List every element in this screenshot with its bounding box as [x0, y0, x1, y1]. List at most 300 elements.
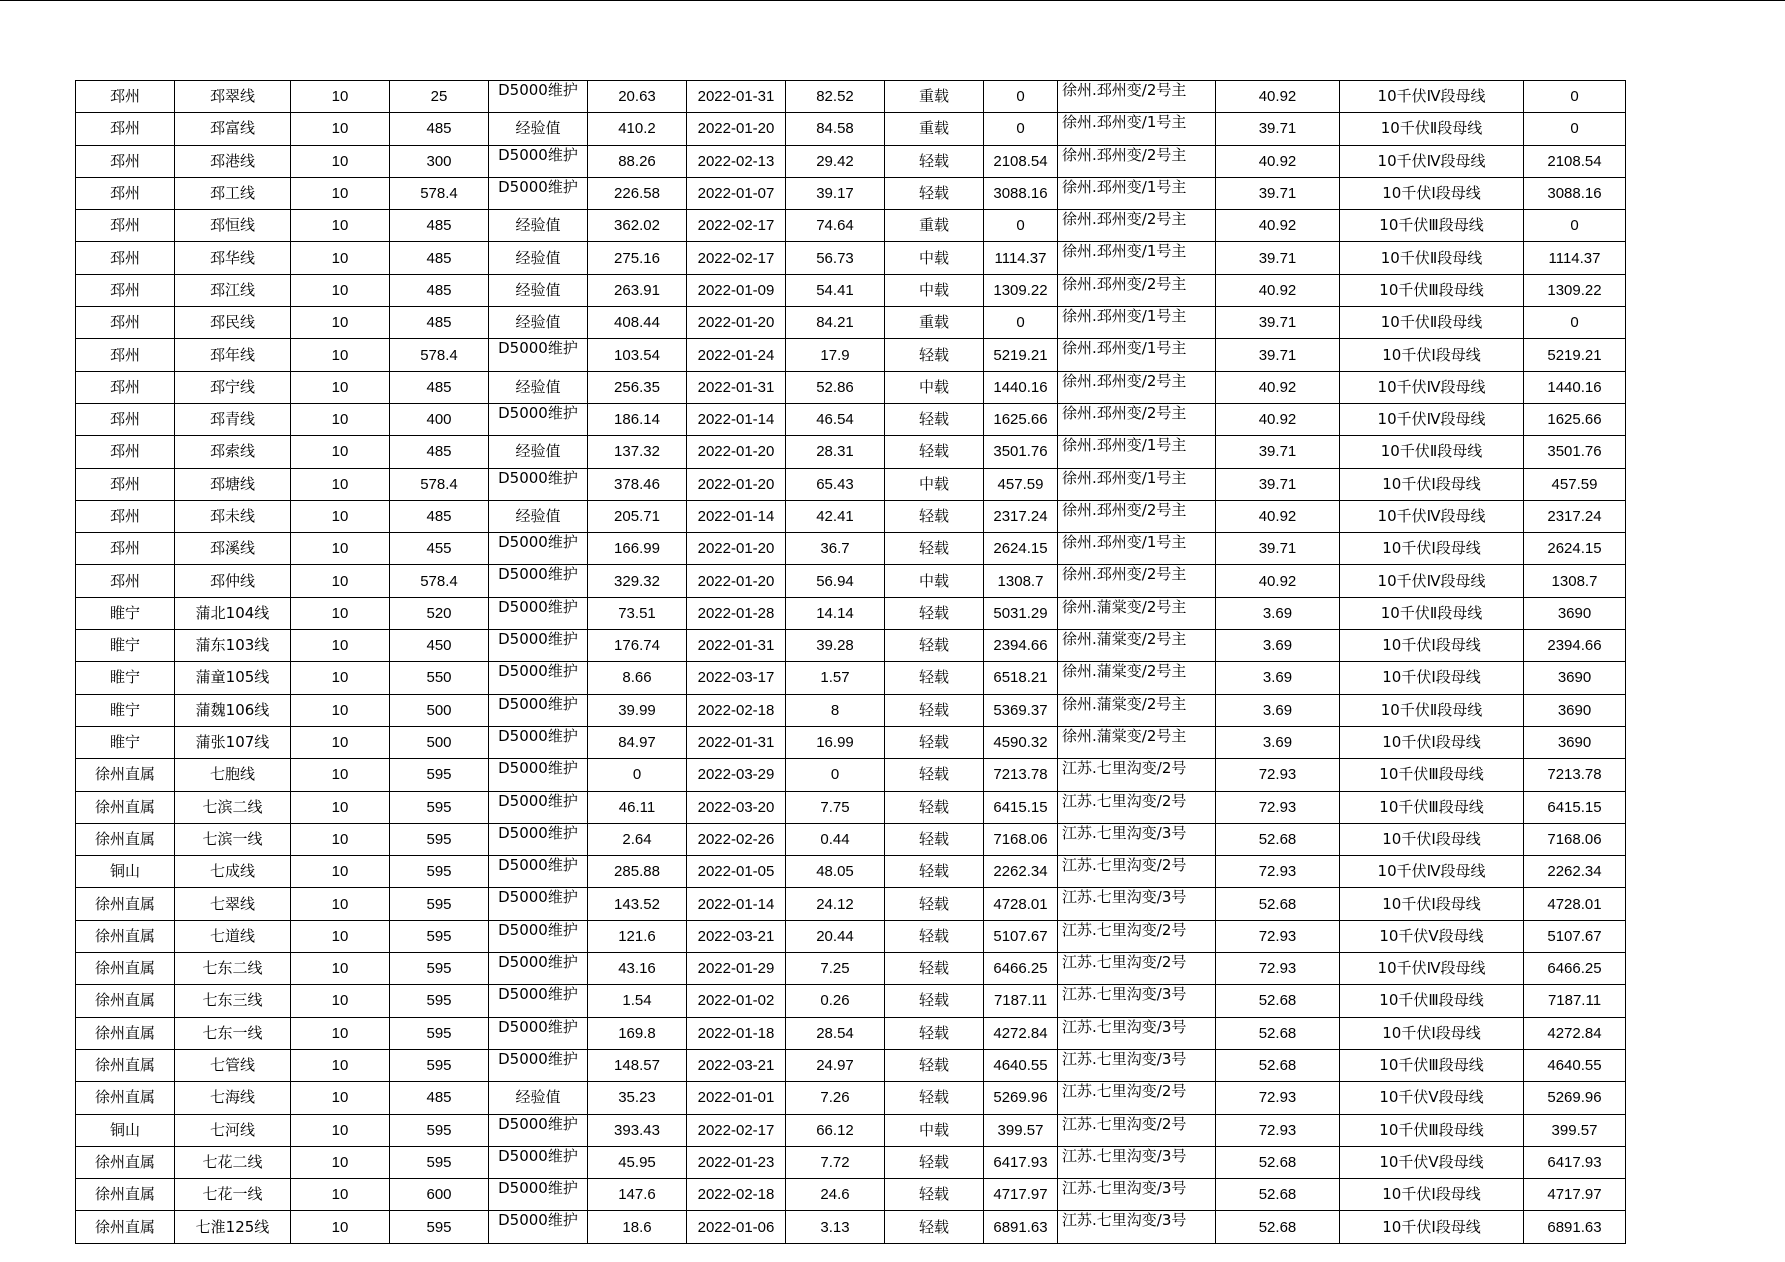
max-load-cell: 410.2	[588, 113, 687, 145]
max-load-cell: 18.6	[588, 1211, 687, 1243]
open-capacity-cell: 3690	[1524, 726, 1626, 758]
transformer-load-cell: 40.92	[1216, 565, 1340, 597]
busbar-cell: 10千伏Ⅰ段母线	[1340, 1017, 1524, 1049]
max-load-cell: 176.74	[588, 630, 687, 662]
busbar-cell: 10千伏Ⅰ段母线	[1340, 888, 1524, 920]
table-row	[76, 920, 1626, 952]
max-load-date-cell: 2022-02-17	[687, 242, 786, 274]
line-name-cell: 蒲北104线	[175, 597, 291, 629]
line-name-cell: 七淮125线	[175, 1211, 291, 1243]
voltage-cell: 10	[291, 1114, 390, 1146]
rated-capacity-cell: 500	[390, 726, 489, 758]
load-status-cell: 轻载	[885, 1146, 984, 1178]
max-load-cell: 285.88	[588, 856, 687, 888]
available-capacity-cell: 4728.01	[984, 888, 1058, 920]
busbar-cell: 10千伏Ⅳ段母线	[1340, 81, 1524, 113]
rated-capacity-cell: 595	[390, 823, 489, 855]
available-capacity-cell: 5031.29	[984, 597, 1058, 629]
max-load-cell: 73.51	[588, 597, 687, 629]
region-cell: 睢宁	[76, 726, 175, 758]
max-load-date-cell: 2022-01-14	[687, 403, 786, 435]
voltage-cell: 10	[291, 1179, 390, 1211]
open-capacity-cell: 3501.76	[1524, 436, 1626, 468]
source-cell: D5000维护	[489, 1179, 588, 1211]
max-load-date-cell: 2022-01-05	[687, 856, 786, 888]
open-capacity-cell: 1625.66	[1524, 403, 1626, 435]
available-capacity-cell: 1308.7	[984, 565, 1058, 597]
line-name-cell: 邳民线	[175, 307, 291, 339]
voltage-cell: 10	[291, 533, 390, 565]
substation-transformer-cell: 江苏.七里沟变/2号	[1058, 856, 1216, 888]
rated-capacity-cell: 485	[390, 274, 489, 306]
transformer-load-cell: 72.93	[1216, 1082, 1340, 1114]
substation-transformer-cell: 江苏.七里沟变/3号	[1058, 985, 1216, 1017]
transformer-load-cell: 39.71	[1216, 533, 1340, 565]
busbar-cell: 10千伏Ⅲ段母线	[1340, 759, 1524, 791]
load-status-cell: 中载	[885, 274, 984, 306]
table-row	[76, 339, 1626, 371]
substation-transformer-cell: 徐州.邳州变/1号主	[1058, 436, 1216, 468]
table-row	[76, 1179, 1626, 1211]
rated-capacity-cell: 578.4	[390, 565, 489, 597]
load-status-cell: 中载	[885, 1114, 984, 1146]
max-load-date-cell: 2022-01-20	[687, 307, 786, 339]
max-load-date-cell: 2022-03-21	[687, 920, 786, 952]
voltage-cell: 10	[291, 726, 390, 758]
max-load-cell: 205.71	[588, 500, 687, 532]
load-status-cell: 轻载	[885, 1017, 984, 1049]
open-capacity-cell: 6417.93	[1524, 1146, 1626, 1178]
load-rate-cell: 0.44	[786, 823, 885, 855]
substation-transformer-cell: 徐州.邳州变/1号主	[1058, 113, 1216, 145]
open-capacity-cell: 399.57	[1524, 1114, 1626, 1146]
load-rate-cell: 1.57	[786, 662, 885, 694]
available-capacity-cell: 2624.15	[984, 533, 1058, 565]
max-load-date-cell: 2022-01-24	[687, 339, 786, 371]
load-rate-cell: 17.9	[786, 339, 885, 371]
open-capacity-cell: 7213.78	[1524, 759, 1626, 791]
transformer-load-cell: 52.68	[1216, 1179, 1340, 1211]
region-cell: 邳州	[76, 307, 175, 339]
max-load-date-cell: 2022-01-01	[687, 1082, 786, 1114]
source-cell: 经验值	[489, 274, 588, 306]
region-cell: 徐州直属	[76, 888, 175, 920]
voltage-cell: 10	[291, 1049, 390, 1081]
table-row	[76, 597, 1626, 629]
voltage-cell: 10	[291, 565, 390, 597]
max-load-cell: 393.43	[588, 1114, 687, 1146]
rated-capacity-cell: 578.4	[390, 339, 489, 371]
available-capacity-cell: 1114.37	[984, 242, 1058, 274]
substation-transformer-cell: 江苏.七里沟变/2号	[1058, 759, 1216, 791]
load-status-cell: 轻载	[885, 339, 984, 371]
substation-transformer-cell: 江苏.七里沟变/2号	[1058, 1082, 1216, 1114]
table-row	[76, 759, 1626, 791]
max-load-date-cell: 2022-01-06	[687, 1211, 786, 1243]
load-rate-cell: 8	[786, 694, 885, 726]
region-cell: 徐州直属	[76, 823, 175, 855]
feeder-load-table	[75, 80, 1626, 1244]
transformer-load-cell: 3.69	[1216, 597, 1340, 629]
load-status-cell: 中载	[885, 468, 984, 500]
max-load-date-cell: 2022-01-20	[687, 468, 786, 500]
substation-transformer-cell: 徐州.邳州变/1号主	[1058, 339, 1216, 371]
voltage-cell: 10	[291, 274, 390, 306]
busbar-cell: 10千伏Ⅱ段母线	[1340, 436, 1524, 468]
rated-capacity-cell: 485	[390, 210, 489, 242]
region-cell: 徐州直属	[76, 759, 175, 791]
rated-capacity-cell: 595	[390, 1114, 489, 1146]
voltage-cell: 10	[291, 500, 390, 532]
load-status-cell: 重载	[885, 210, 984, 242]
region-cell: 睢宁	[76, 597, 175, 629]
load-rate-cell: 28.54	[786, 1017, 885, 1049]
transformer-load-cell: 72.93	[1216, 1114, 1340, 1146]
transformer-load-cell: 39.71	[1216, 307, 1340, 339]
table-row	[76, 81, 1626, 113]
source-cell: D5000维护	[489, 662, 588, 694]
load-rate-cell: 84.21	[786, 307, 885, 339]
transformer-load-cell: 39.71	[1216, 242, 1340, 274]
load-status-cell: 轻载	[885, 500, 984, 532]
max-load-cell: 275.16	[588, 242, 687, 274]
substation-transformer-cell: 徐州.蒲棠变/2号主	[1058, 662, 1216, 694]
transformer-load-cell: 40.92	[1216, 145, 1340, 177]
region-cell: 徐州直属	[76, 1146, 175, 1178]
transformer-load-cell: 40.92	[1216, 371, 1340, 403]
region-cell: 邳州	[76, 177, 175, 209]
voltage-cell: 10	[291, 759, 390, 791]
load-rate-cell: 39.17	[786, 177, 885, 209]
voltage-cell: 10	[291, 597, 390, 629]
source-cell: 经验值	[489, 242, 588, 274]
table-row	[76, 274, 1626, 306]
region-cell: 徐州直属	[76, 985, 175, 1017]
max-load-cell: 137.32	[588, 436, 687, 468]
max-load-cell: 329.32	[588, 565, 687, 597]
load-rate-cell: 16.99	[786, 726, 885, 758]
voltage-cell: 10	[291, 662, 390, 694]
load-status-cell: 轻载	[885, 759, 984, 791]
max-load-date-cell: 2022-01-02	[687, 985, 786, 1017]
load-rate-cell: 36.7	[786, 533, 885, 565]
load-status-cell: 轻载	[885, 145, 984, 177]
line-name-cell: 蒲童105线	[175, 662, 291, 694]
max-load-cell: 186.14	[588, 403, 687, 435]
source-cell: D5000维护	[489, 1049, 588, 1081]
busbar-cell: 10千伏Ⅴ段母线	[1340, 1146, 1524, 1178]
substation-transformer-cell: 徐州.蒲棠变/2号主	[1058, 694, 1216, 726]
available-capacity-cell: 6466.25	[984, 953, 1058, 985]
available-capacity-cell: 2317.24	[984, 500, 1058, 532]
region-cell: 邳州	[76, 403, 175, 435]
open-capacity-cell: 7168.06	[1524, 823, 1626, 855]
voltage-cell: 10	[291, 953, 390, 985]
open-capacity-cell: 5107.67	[1524, 920, 1626, 952]
open-capacity-cell: 2624.15	[1524, 533, 1626, 565]
source-cell: D5000维护	[489, 339, 588, 371]
max-load-cell: 103.54	[588, 339, 687, 371]
substation-transformer-cell: 徐州.邳州变/2号主	[1058, 145, 1216, 177]
line-name-cell: 邳塘线	[175, 468, 291, 500]
available-capacity-cell: 0	[984, 113, 1058, 145]
table-row	[76, 468, 1626, 500]
source-cell: D5000维护	[489, 791, 588, 823]
busbar-cell: 10千伏Ⅳ段母线	[1340, 565, 1524, 597]
region-cell: 邳州	[76, 565, 175, 597]
rated-capacity-cell: 300	[390, 145, 489, 177]
load-status-cell: 中载	[885, 371, 984, 403]
table-row	[76, 436, 1626, 468]
available-capacity-cell: 2108.54	[984, 145, 1058, 177]
transformer-load-cell: 72.93	[1216, 759, 1340, 791]
busbar-cell: 10千伏Ⅴ段母线	[1340, 1082, 1524, 1114]
substation-transformer-cell: 江苏.七里沟变/3号	[1058, 1179, 1216, 1211]
rated-capacity-cell: 595	[390, 888, 489, 920]
busbar-cell: 10千伏Ⅰ段母线	[1340, 468, 1524, 500]
available-capacity-cell: 4640.55	[984, 1049, 1058, 1081]
busbar-cell: 10千伏Ⅰ段母线	[1340, 823, 1524, 855]
transformer-load-cell: 40.92	[1216, 500, 1340, 532]
max-load-cell: 84.97	[588, 726, 687, 758]
voltage-cell: 10	[291, 339, 390, 371]
substation-transformer-cell: 徐州.邳州变/2号主	[1058, 210, 1216, 242]
busbar-cell: 10千伏Ⅳ段母线	[1340, 953, 1524, 985]
busbar-cell: 10千伏Ⅴ段母线	[1340, 920, 1524, 952]
open-capacity-cell: 2262.34	[1524, 856, 1626, 888]
source-cell: D5000维护	[489, 403, 588, 435]
transformer-load-cell: 40.92	[1216, 210, 1340, 242]
open-capacity-cell: 5219.21	[1524, 339, 1626, 371]
transformer-load-cell: 3.69	[1216, 694, 1340, 726]
source-cell: 经验值	[489, 436, 588, 468]
max-load-cell: 8.66	[588, 662, 687, 694]
table-row	[76, 177, 1626, 209]
available-capacity-cell: 4717.97	[984, 1179, 1058, 1211]
source-cell: 经验值	[489, 113, 588, 145]
substation-transformer-cell: 徐州.蒲棠变/2号主	[1058, 726, 1216, 758]
load-status-cell: 中载	[885, 242, 984, 274]
max-load-cell: 121.6	[588, 920, 687, 952]
open-capacity-cell: 6415.15	[1524, 791, 1626, 823]
substation-transformer-cell: 徐州.邳州变/2号主	[1058, 565, 1216, 597]
max-load-cell: 362.02	[588, 210, 687, 242]
table-row	[76, 694, 1626, 726]
table-row	[76, 307, 1626, 339]
load-status-cell: 轻载	[885, 694, 984, 726]
source-cell: D5000维护	[489, 468, 588, 500]
transformer-load-cell: 40.92	[1216, 81, 1340, 113]
voltage-cell: 10	[291, 823, 390, 855]
transformer-load-cell: 52.68	[1216, 985, 1340, 1017]
voltage-cell: 10	[291, 694, 390, 726]
source-cell: D5000维护	[489, 726, 588, 758]
max-load-date-cell: 2022-02-18	[687, 1179, 786, 1211]
open-capacity-cell: 3690	[1524, 662, 1626, 694]
transformer-load-cell: 52.68	[1216, 1017, 1340, 1049]
source-cell: D5000维护	[489, 177, 588, 209]
voltage-cell: 10	[291, 630, 390, 662]
available-capacity-cell: 3501.76	[984, 436, 1058, 468]
open-capacity-cell: 1440.16	[1524, 371, 1626, 403]
busbar-cell: 10千伏Ⅰ段母线	[1340, 177, 1524, 209]
rated-capacity-cell: 595	[390, 791, 489, 823]
load-status-cell: 轻载	[885, 856, 984, 888]
line-name-cell: 邳工线	[175, 177, 291, 209]
rated-capacity-cell: 485	[390, 307, 489, 339]
load-status-cell: 轻载	[885, 888, 984, 920]
load-status-cell: 轻载	[885, 177, 984, 209]
region-cell: 睢宁	[76, 694, 175, 726]
rated-capacity-cell: 485	[390, 242, 489, 274]
open-capacity-cell: 0	[1524, 81, 1626, 113]
busbar-cell: 10千伏Ⅲ段母线	[1340, 1049, 1524, 1081]
max-load-date-cell: 2022-01-28	[687, 597, 786, 629]
region-cell: 邳州	[76, 533, 175, 565]
load-rate-cell: 74.64	[786, 210, 885, 242]
max-load-date-cell: 2022-02-18	[687, 694, 786, 726]
line-name-cell: 七海线	[175, 1082, 291, 1114]
region-cell: 铜山	[76, 856, 175, 888]
line-name-cell: 蒲魏106线	[175, 694, 291, 726]
source-cell: 经验值	[489, 371, 588, 403]
line-name-cell: 邳未线	[175, 500, 291, 532]
voltage-cell: 10	[291, 145, 390, 177]
rated-capacity-cell: 485	[390, 436, 489, 468]
rated-capacity-cell: 578.4	[390, 468, 489, 500]
substation-transformer-cell: 江苏.七里沟变/3号	[1058, 1017, 1216, 1049]
max-load-cell: 166.99	[588, 533, 687, 565]
available-capacity-cell: 5107.67	[984, 920, 1058, 952]
transformer-load-cell: 72.93	[1216, 920, 1340, 952]
load-rate-cell: 48.05	[786, 856, 885, 888]
table-row	[76, 630, 1626, 662]
max-load-date-cell: 2022-03-29	[687, 759, 786, 791]
load-rate-cell: 24.6	[786, 1179, 885, 1211]
rated-capacity-cell: 595	[390, 1017, 489, 1049]
table-row	[76, 1049, 1626, 1081]
load-status-cell: 轻载	[885, 1179, 984, 1211]
load-status-cell: 轻载	[885, 726, 984, 758]
rated-capacity-cell: 595	[390, 1049, 489, 1081]
available-capacity-cell: 2262.34	[984, 856, 1058, 888]
open-capacity-cell: 1114.37	[1524, 242, 1626, 274]
table-row	[76, 1082, 1626, 1114]
transformer-load-cell: 72.93	[1216, 856, 1340, 888]
voltage-cell: 10	[291, 210, 390, 242]
substation-transformer-cell: 江苏.七里沟变/2号	[1058, 920, 1216, 952]
line-name-cell: 邳华线	[175, 242, 291, 274]
source-cell: D5000维护	[489, 856, 588, 888]
substation-transformer-cell: 徐州.邳州变/1号主	[1058, 307, 1216, 339]
transformer-load-cell: 52.68	[1216, 888, 1340, 920]
max-load-date-cell: 2022-01-20	[687, 565, 786, 597]
max-load-date-cell: 2022-01-20	[687, 533, 786, 565]
rated-capacity-cell: 520	[390, 597, 489, 629]
source-cell: D5000维护	[489, 1017, 588, 1049]
available-capacity-cell: 2394.66	[984, 630, 1058, 662]
line-name-cell: 七管线	[175, 1049, 291, 1081]
region-cell: 睢宁	[76, 630, 175, 662]
available-capacity-cell: 7187.11	[984, 985, 1058, 1017]
busbar-cell: 10千伏Ⅱ段母线	[1340, 597, 1524, 629]
source-cell: 经验值	[489, 500, 588, 532]
load-status-cell: 轻载	[885, 1082, 984, 1114]
substation-transformer-cell: 江苏.七里沟变/2号	[1058, 1114, 1216, 1146]
load-rate-cell: 66.12	[786, 1114, 885, 1146]
open-capacity-cell: 6891.63	[1524, 1211, 1626, 1243]
open-capacity-cell: 4717.97	[1524, 1179, 1626, 1211]
max-load-cell: 226.58	[588, 177, 687, 209]
line-name-cell: 邳青线	[175, 403, 291, 435]
max-load-cell: 148.57	[588, 1049, 687, 1081]
load-status-cell: 轻载	[885, 953, 984, 985]
voltage-cell: 10	[291, 920, 390, 952]
table-row	[76, 823, 1626, 855]
transformer-load-cell: 39.71	[1216, 113, 1340, 145]
table-row	[76, 145, 1626, 177]
available-capacity-cell: 6415.15	[984, 791, 1058, 823]
source-cell: D5000维护	[489, 565, 588, 597]
load-rate-cell: 52.86	[786, 371, 885, 403]
substation-transformer-cell: 江苏.七里沟变/2号	[1058, 953, 1216, 985]
voltage-cell: 10	[291, 1082, 390, 1114]
transformer-load-cell: 72.93	[1216, 953, 1340, 985]
transformer-load-cell: 52.68	[1216, 1146, 1340, 1178]
voltage-cell: 10	[291, 1146, 390, 1178]
table-row	[76, 371, 1626, 403]
line-name-cell: 邳溪线	[175, 533, 291, 565]
table-row	[76, 888, 1626, 920]
load-rate-cell: 7.25	[786, 953, 885, 985]
source-cell: 经验值	[489, 307, 588, 339]
voltage-cell: 10	[291, 791, 390, 823]
line-name-cell: 邳索线	[175, 436, 291, 468]
open-capacity-cell: 1309.22	[1524, 274, 1626, 306]
transformer-load-cell: 52.68	[1216, 1049, 1340, 1081]
load-status-cell: 中载	[885, 565, 984, 597]
page-top-rule	[0, 0, 1785, 1]
substation-transformer-cell: 徐州.邳州变/1号主	[1058, 533, 1216, 565]
voltage-cell: 10	[291, 242, 390, 274]
source-cell: D5000维护	[489, 81, 588, 113]
max-load-cell: 0	[588, 759, 687, 791]
region-cell: 徐州直属	[76, 1179, 175, 1211]
max-load-cell: 169.8	[588, 1017, 687, 1049]
substation-transformer-cell: 徐州.邳州变/1号主	[1058, 468, 1216, 500]
max-load-date-cell: 2022-03-17	[687, 662, 786, 694]
rated-capacity-cell: 595	[390, 985, 489, 1017]
table-row	[76, 791, 1626, 823]
substation-transformer-cell: 江苏.七里沟变/2号	[1058, 791, 1216, 823]
rated-capacity-cell: 400	[390, 403, 489, 435]
available-capacity-cell: 3088.16	[984, 177, 1058, 209]
max-load-cell: 46.11	[588, 791, 687, 823]
busbar-cell: 10千伏Ⅰ段母线	[1340, 630, 1524, 662]
region-cell: 邳州	[76, 210, 175, 242]
transformer-load-cell: 39.71	[1216, 339, 1340, 371]
available-capacity-cell: 457.59	[984, 468, 1058, 500]
voltage-cell: 10	[291, 177, 390, 209]
load-rate-cell: 56.94	[786, 565, 885, 597]
max-load-cell: 1.54	[588, 985, 687, 1017]
substation-transformer-cell: 徐州.邳州变/2号主	[1058, 403, 1216, 435]
open-capacity-cell: 3088.16	[1524, 177, 1626, 209]
transformer-load-cell: 40.92	[1216, 403, 1340, 435]
source-cell: D5000维护	[489, 953, 588, 985]
busbar-cell: 10千伏Ⅲ段母线	[1340, 1114, 1524, 1146]
load-rate-cell: 24.12	[786, 888, 885, 920]
